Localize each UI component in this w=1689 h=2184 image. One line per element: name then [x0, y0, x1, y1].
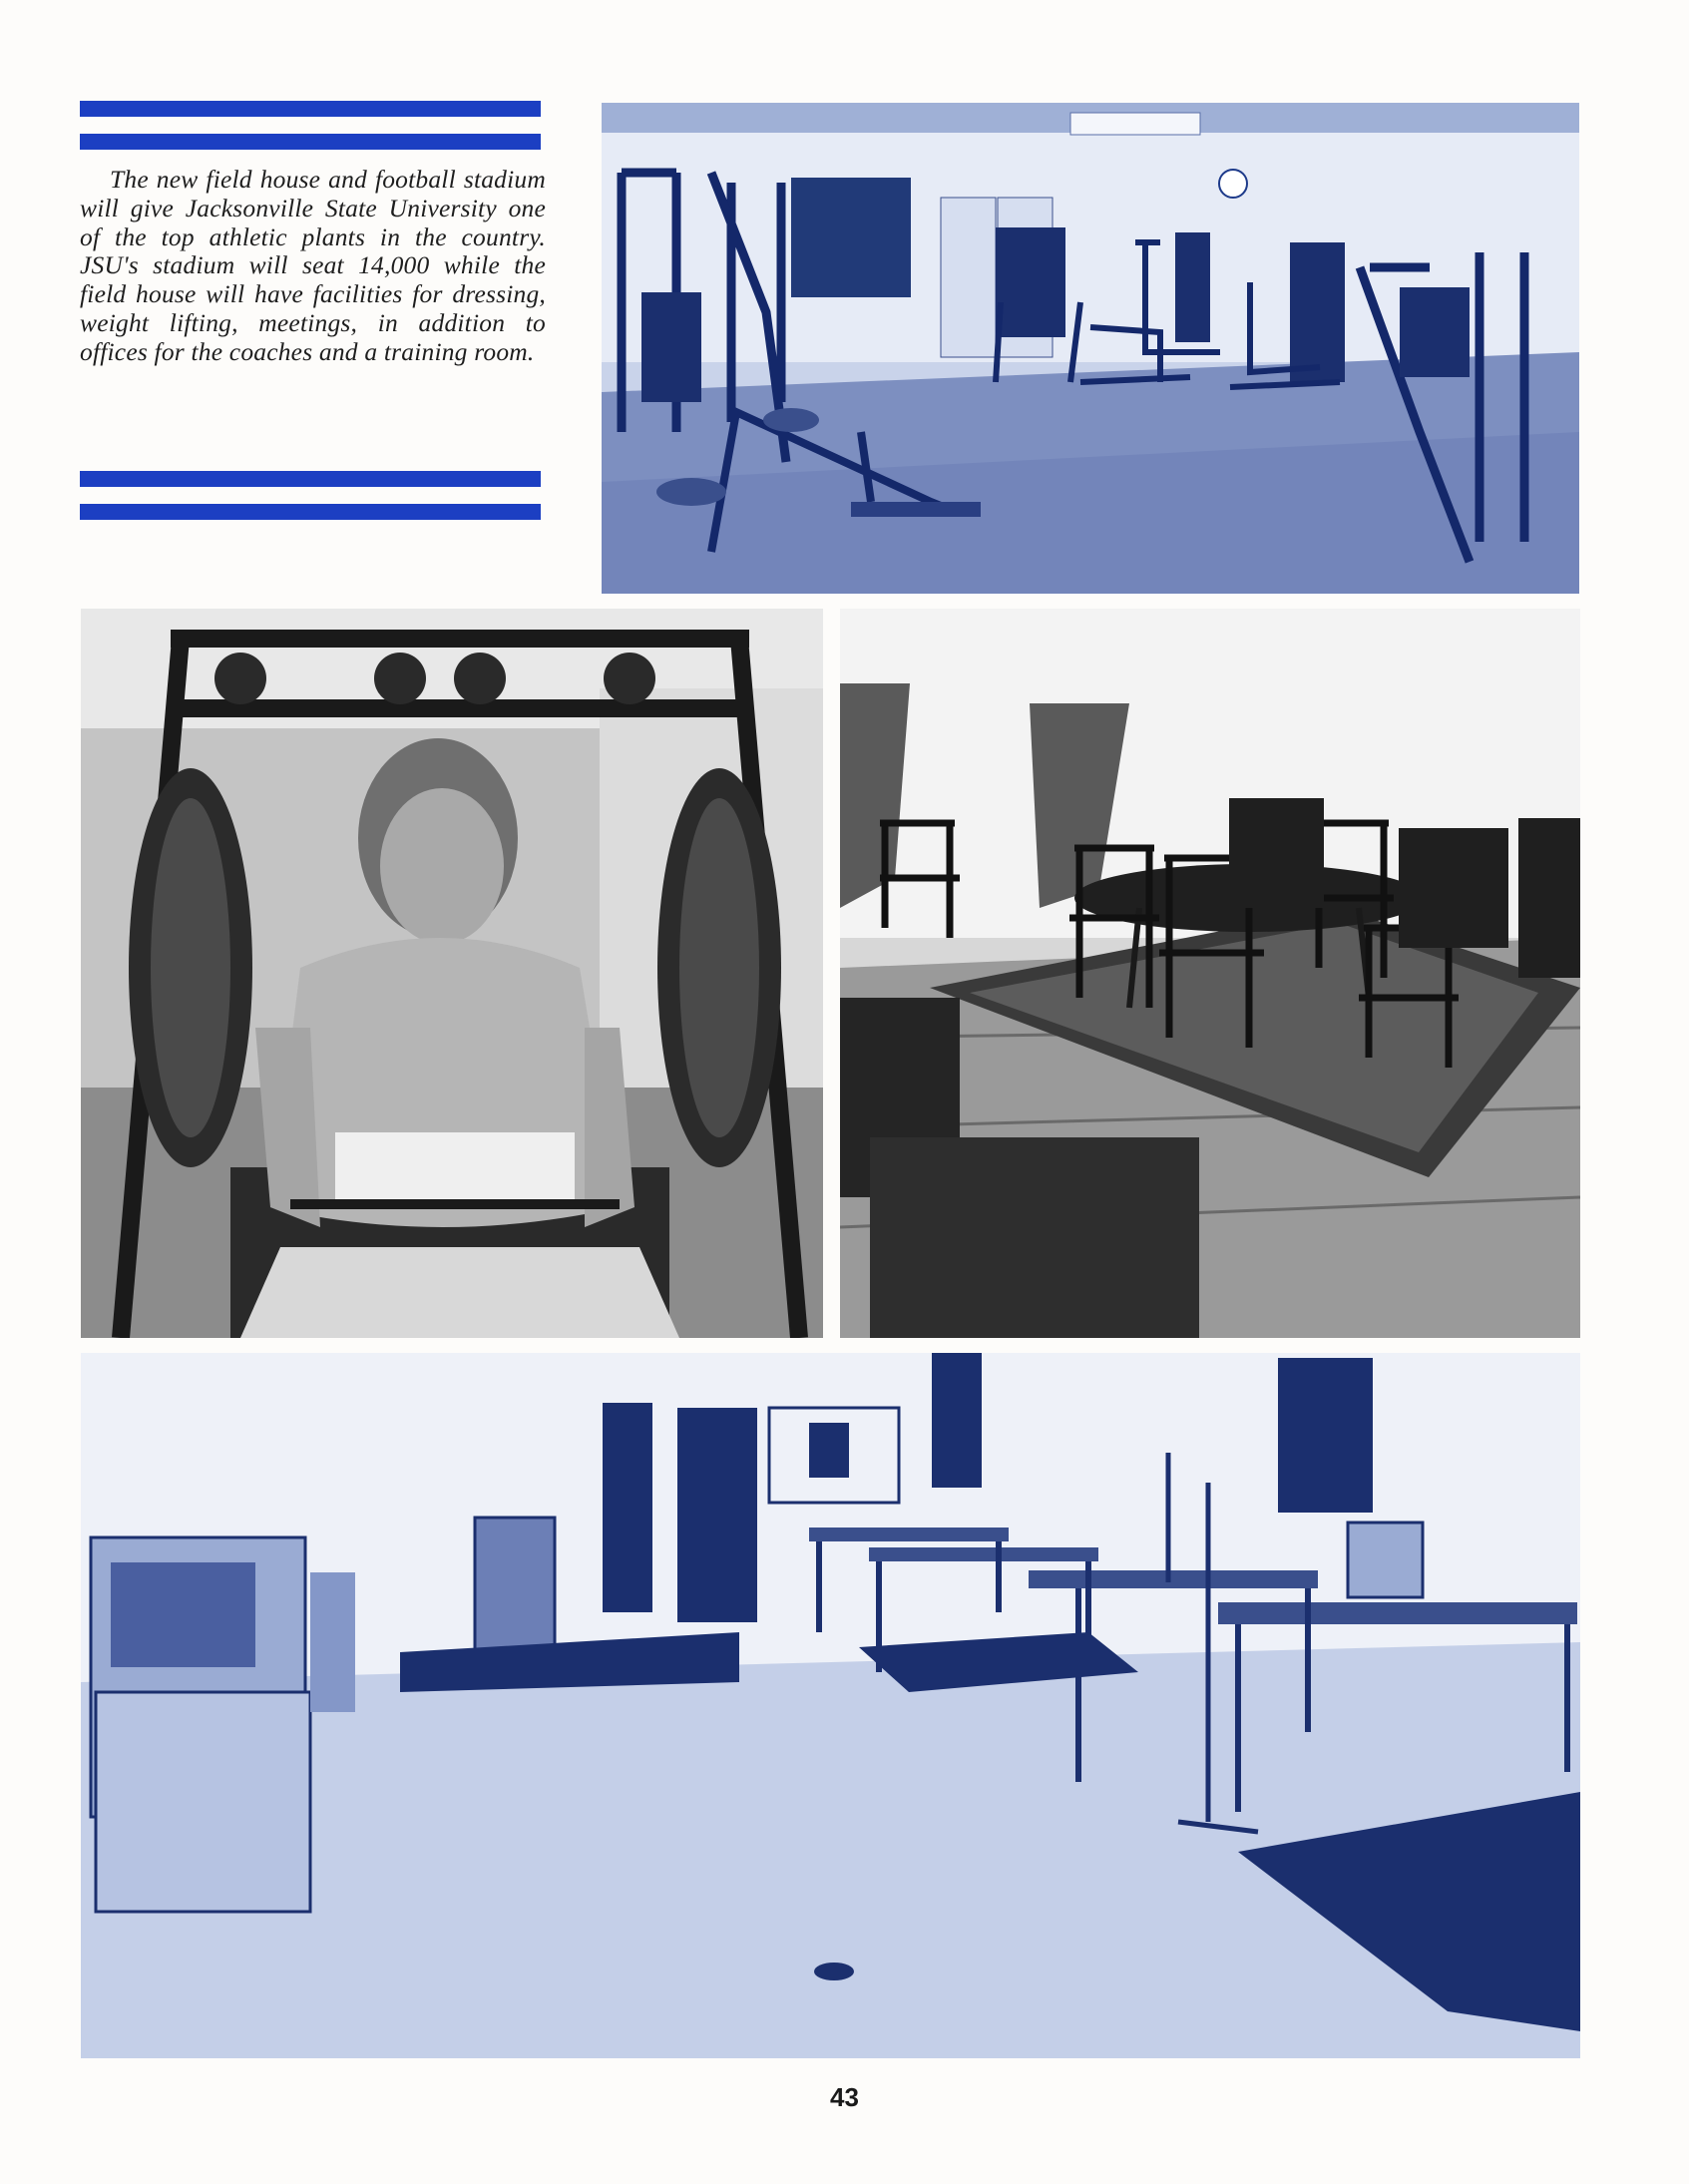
meeting-room-photo [840, 609, 1580, 1338]
caption-text: The new field house and football stadium will give Jacksonville State University one of the top athletic plants in the country. JSU's stadium will seat 14,000 while the field house will have facilities for dressing, weight lifting, meetings, in addition to offices for the coaches and a training room. [80, 165, 546, 366]
weight-room-photo [602, 103, 1579, 594]
athlete-weight-machine-photo [81, 609, 823, 1338]
page-number: 43 [830, 2082, 859, 2112]
training-room-photo [81, 1353, 1580, 2058]
bottom-rule-2 [80, 504, 541, 520]
top-rule-1 [80, 101, 541, 117]
top-rule-2 [80, 134, 541, 150]
bottom-rule-1 [80, 471, 541, 487]
